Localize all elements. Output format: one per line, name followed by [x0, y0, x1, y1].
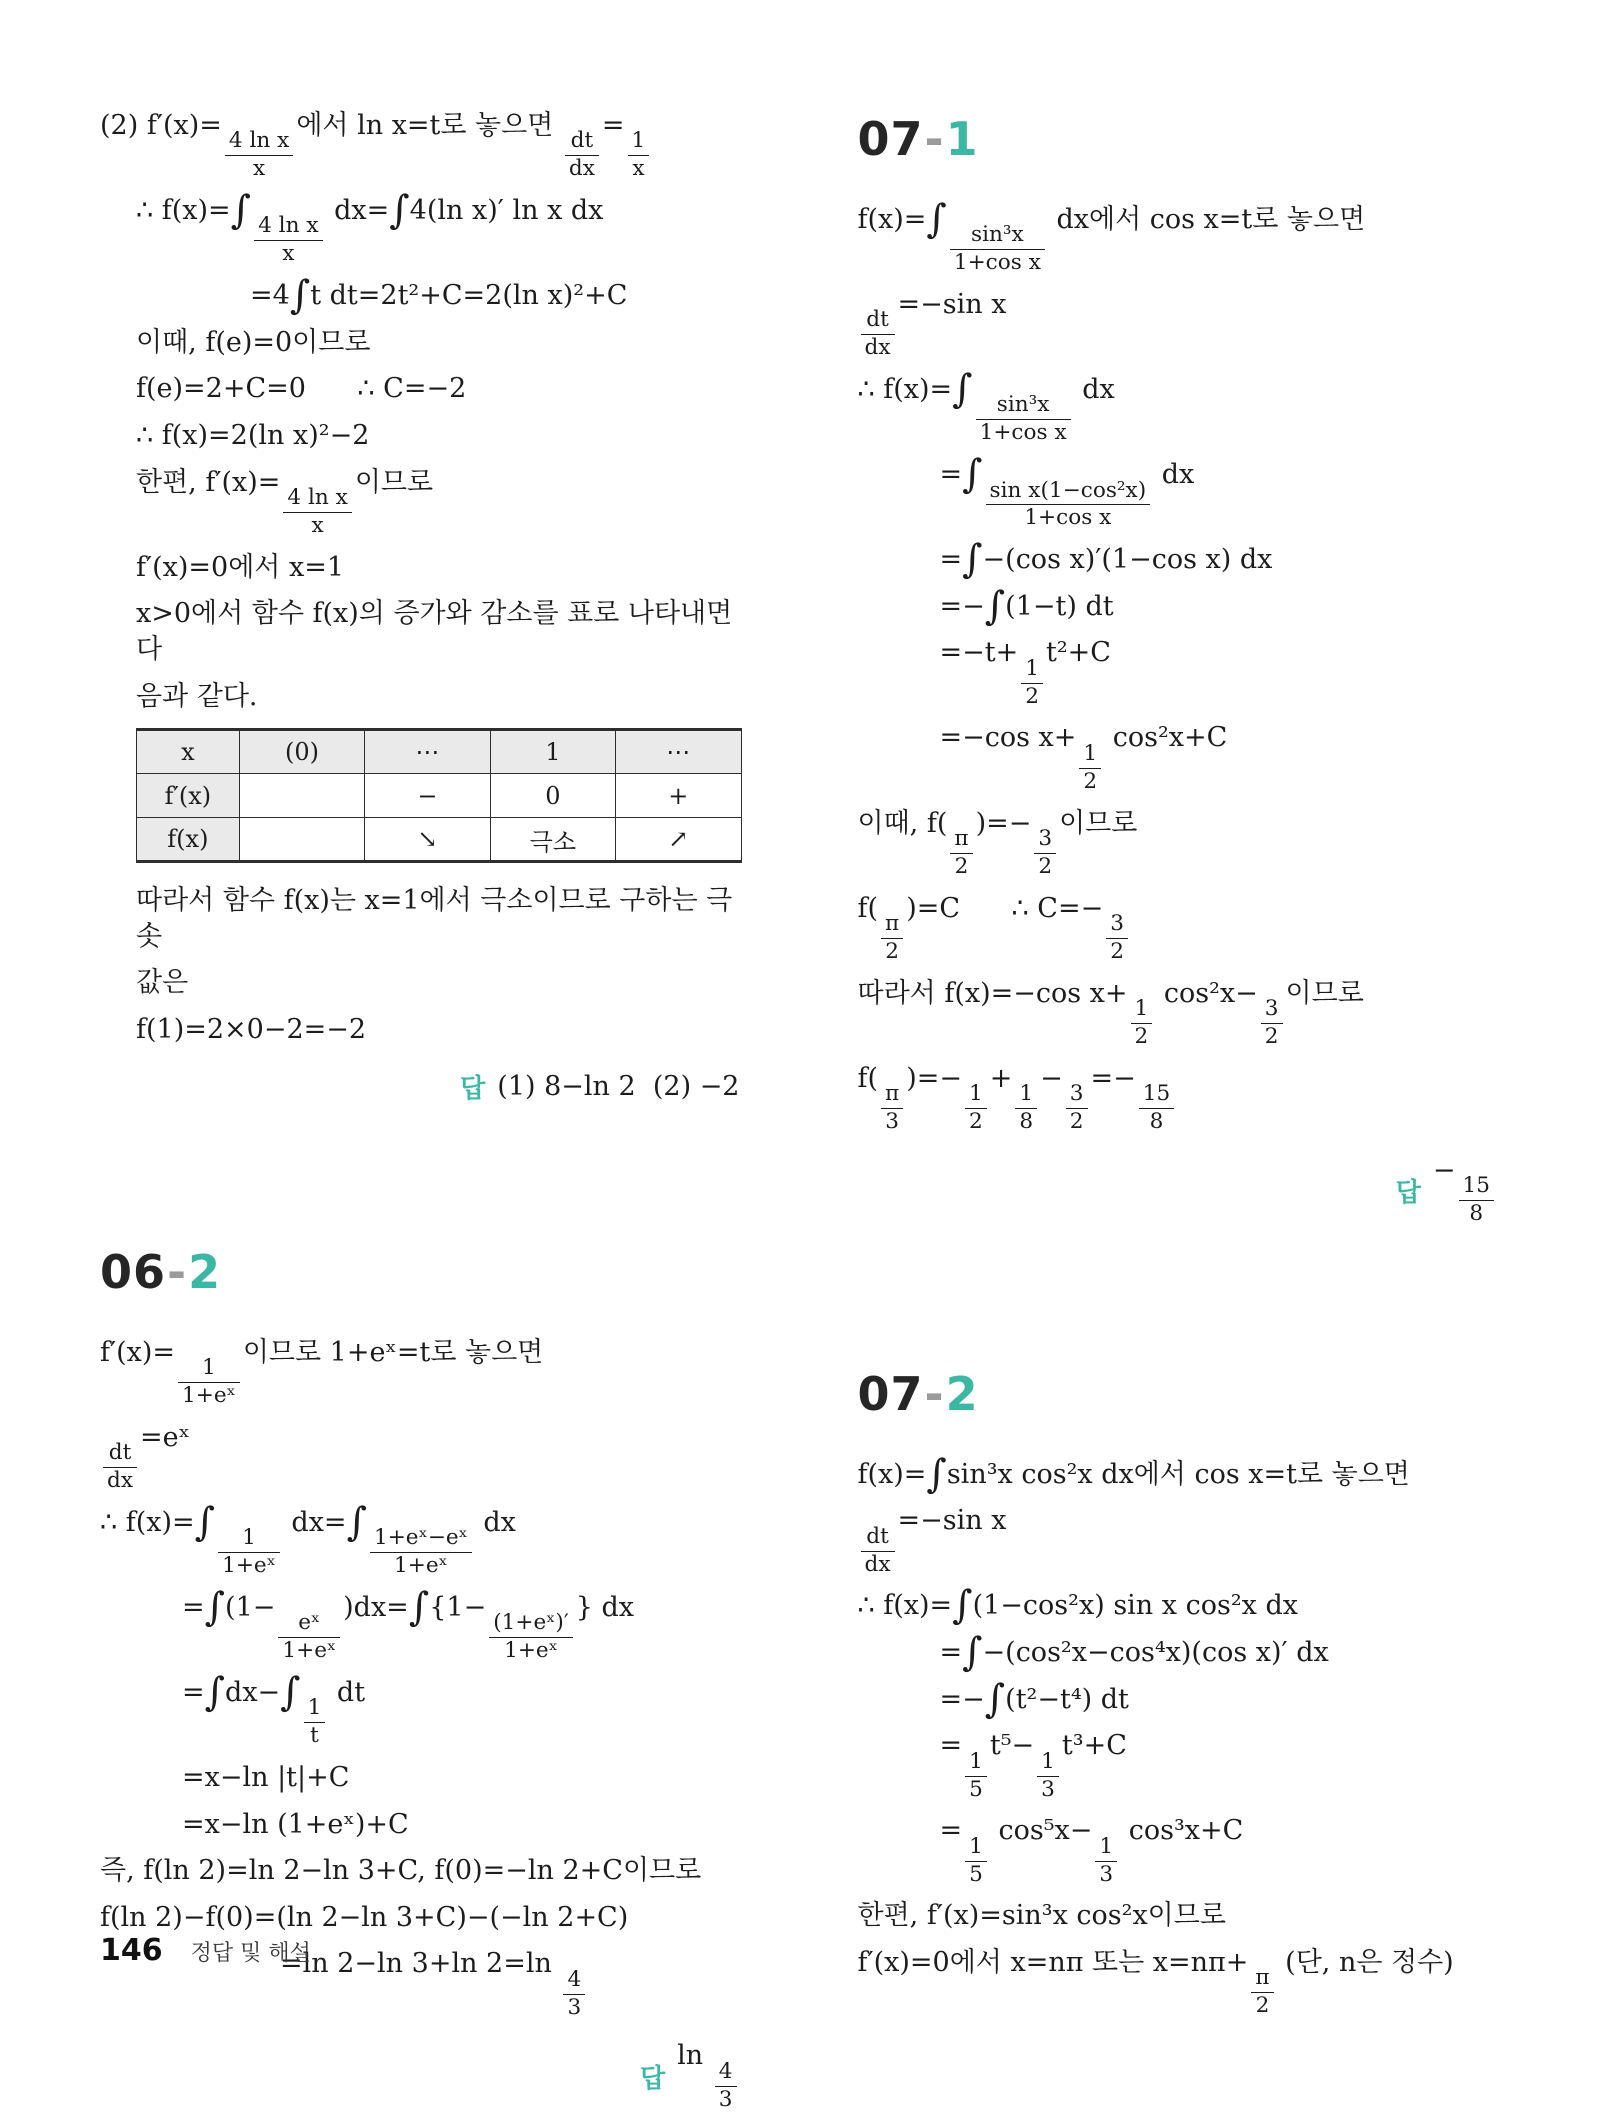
math-text: )dx=∫{1−: [343, 1584, 487, 1630]
math-text: dx: [1153, 459, 1195, 491]
table-row: [137, 730, 742, 774]
math-text: 즉, f(ln 2)=ln 2−ln 3+C, f(0)=−ln 2+C이므로: [100, 1855, 702, 1887]
math-text: =ln 2−ln 3+ln 2=ln: [280, 1948, 561, 1980]
section-subnumber: 1: [945, 112, 979, 166]
fraction: $\frac{1}{5}$: [965, 1835, 987, 1888]
section-dash: -: [167, 1244, 188, 1299]
formula-line: [100, 465, 746, 539]
integral-sign: ∫: [984, 1676, 1006, 1722]
answer-value: [497, 1071, 739, 1102]
math-text: cos³x+C: [1120, 1815, 1244, 1847]
math-text: dx에서 cos x=t로 놓으면: [1047, 204, 1366, 235]
formula-line: [858, 1898, 1504, 1934]
fraction: $\frac{4}{3}$: [563, 1968, 585, 2021]
integral-sign: ∫: [962, 452, 983, 498]
math-text: =−cos x+: [939, 722, 1077, 754]
formula-line: [100, 325, 746, 361]
math-text: x>0에서 함수 f(x)의 증가와 감소를 표로 나타내면 다: [136, 598, 741, 665]
table-row: [137, 774, 742, 818]
fraction: $\frac{1}{\text{1+eˣ}}$: [218, 1526, 280, 1579]
math-text: } dx: [575, 1591, 634, 1623]
fraction: $\frac{\text{sin³x}}{\text{1+cos x}}$: [950, 223, 1045, 276]
integral-sign: ∫: [408, 1584, 430, 1630]
fraction: $\frac{1}{x}$: [628, 129, 650, 182]
fraction: $\frac{1}{8}$: [1015, 1082, 1037, 1135]
formula-line: [100, 1335, 746, 1409]
formula-line: [100, 108, 746, 182]
section-06-2-lines: [100, 1335, 746, 2021]
formula-line: [857, 1583, 1504, 1629]
fraction: $\frac{dt}{dx}$: [861, 308, 895, 361]
math-text: =−t+: [939, 637, 1019, 669]
math-text: =: [601, 110, 625, 141]
math-text: 값은: [136, 967, 189, 999]
math-text: 따라서 f(x)=−cos x+: [857, 977, 1128, 1009]
fraction: $\frac{\text{1+eˣ−eˣ}}{\text{1+eˣ}}$: [370, 1526, 472, 1579]
table-cell: ⋯: [616, 730, 741, 774]
formula-line: [858, 1503, 1504, 1577]
fraction: $\frac{dt}{dx}$: [103, 1441, 137, 1494]
math-text: (1) 8−ln 2 (2) −2: [497, 1070, 740, 1102]
table-cell: ⋯: [365, 730, 490, 774]
math-text: =eˣ: [140, 1421, 191, 1453]
math-text: f(ln 2)−f(0)=(ln 2−ln 3+C)−(−ln 2+C): [100, 1901, 629, 1933]
math-text: =∫−(cos x)′(1−cos x) dx: [939, 537, 1273, 583]
math-text: ∴ f(x)=∫: [136, 187, 252, 233]
table-cell: f(x): [137, 818, 240, 862]
answer-label: 답: [1395, 1178, 1421, 1209]
formula-line: [858, 537, 1504, 583]
math-text: −: [1432, 1154, 1456, 1186]
section-07-2: [858, 1367, 1504, 2019]
formula-line: [858, 891, 1504, 965]
section-07-2-lines: [857, 1451, 1504, 2019]
math-text: ∴ f(x)=∫: [100, 1499, 216, 1545]
math-text: f(: [857, 1062, 879, 1094]
increase-decrease-table: [136, 728, 742, 863]
fraction: $\frac{3}{2}$: [1066, 1082, 1088, 1135]
formula-line: [858, 976, 1504, 1050]
fraction: $\frac{1}{2}$: [1021, 657, 1043, 710]
formula-line: [858, 287, 1504, 361]
formula-line: [100, 273, 746, 318]
math-text: 한편, f′(x)=: [136, 466, 281, 498]
math-text: dx=∫: [282, 1499, 367, 1545]
problem2-conclusion-lines: [100, 883, 746, 1048]
math-text: ∴ f(x)=∫: [857, 367, 973, 412]
section-dash: -: [924, 1366, 945, 1421]
math-text: =4∫t dt=2t²+C=2(ln x)²+C: [250, 273, 628, 318]
fraction: $\frac{\text{sin³x}}{\text{1+cos x}}$: [976, 393, 1071, 446]
formula-line: [100, 1499, 746, 1579]
formula-line: [858, 1945, 1504, 2019]
section-subnumber: 2: [945, 1366, 979, 1421]
problem2-lines: [100, 108, 746, 714]
math-text: cos²x−: [1155, 977, 1258, 1009]
math-text: (2) f′(x)=: [100, 110, 222, 141]
math-text: ∴ f(x)=∫(1−cos²x) sin x cos²x dx: [857, 1583, 1298, 1629]
answer-label: 답: [460, 1073, 486, 1104]
math-text: )=−: [975, 807, 1032, 839]
formula-line: [100, 1900, 746, 1936]
math-text: =−∫(t²−t⁴) dt: [939, 1676, 1129, 1722]
formula-line: [100, 1420, 746, 1494]
fraction: $\frac{dt}{dx}$: [565, 129, 599, 182]
math-text: dx: [1073, 374, 1115, 406]
fraction: $\frac{1}{5}$: [965, 1750, 987, 1803]
math-text: 이므로: [354, 466, 434, 498]
fraction: $\frac{3}{2}$: [1106, 912, 1128, 965]
math-text: f(1)=2×0−2=−2: [136, 1014, 367, 1046]
fraction: $\frac{\text{sin x(1−cos²x)}}{\text{1+cos x}}$: [986, 479, 1151, 532]
answer-row: [100, 1068, 740, 1105]
math-text: ∴ f(x)=2(ln x)²−2: [136, 419, 370, 451]
fraction: $\frac{\text{(1+eˣ)′}}{\text{1+eˣ}}$: [489, 1611, 573, 1664]
solution-block-problem-2: [100, 108, 746, 1105]
math-text: f′(x)=: [100, 1336, 176, 1368]
math-text: )=C ∴ C=−: [906, 892, 1104, 924]
math-text: 이때, f(e)=0이므로: [136, 326, 371, 358]
page-number: 146: [100, 1933, 163, 1968]
math-text: dt: [328, 1676, 366, 1708]
fraction: $\frac{dt}{dx}$: [861, 1525, 895, 1578]
formula-line: [858, 1728, 1504, 1802]
integral-sign: ∫: [289, 273, 311, 318]
integral-sign: ∫: [389, 187, 410, 233]
formula-line: [857, 1451, 1504, 1497]
answer-label: 답: [640, 2063, 666, 2094]
formula-line: [100, 371, 746, 407]
integral-sign: ∫: [952, 367, 973, 412]
math-text: =−: [1090, 1062, 1136, 1094]
math-text: =x−ln (1+eˣ)+C: [182, 1808, 409, 1840]
math-text: ln: [677, 2040, 712, 2072]
formula-line: [100, 1807, 746, 1843]
formula-line: [858, 635, 1504, 709]
section-06-2: [100, 1245, 746, 2113]
table-cell: [239, 818, 364, 862]
fraction: $\frac{1}{\text{1+eˣ}}$: [178, 1356, 240, 1409]
integral-sign: ∫: [204, 1669, 226, 1715]
formula-line: [100, 418, 746, 454]
math-text: =∫−(cos²x−cos⁴x)(cos x)′ dx: [939, 1629, 1329, 1675]
integral-sign: ∫: [962, 1629, 983, 1675]
left-column: [100, 104, 746, 2118]
fraction: $\frac{1}{3}$: [1095, 1835, 1117, 1888]
formula-line: [858, 1629, 1504, 1675]
math-text: 따라서 함수 f(x)는 x=1에서 극소이므로 구하는 극솟: [136, 885, 733, 952]
integral-sign: ∫: [346, 1499, 367, 1545]
section-heading-07-2: [858, 1367, 1504, 1421]
math-text: )=−: [906, 1062, 963, 1094]
fraction: $\frac{3}{2}$: [1261, 997, 1283, 1050]
table-cell: 0: [490, 774, 615, 818]
fraction: $\frac{\pi}{2}$: [881, 912, 903, 965]
math-text: (단, n은 정수): [1276, 1947, 1454, 1979]
formula-line: [858, 583, 1504, 629]
table-cell: (0): [239, 730, 364, 774]
math-text: =−sin x: [897, 289, 1007, 321]
table-cell: −: [365, 774, 490, 818]
fraction: $\frac{1}{3}$: [1037, 1750, 1059, 1803]
math-text: t⁵−: [989, 1730, 1035, 1762]
math-text: 이때, f(: [857, 807, 948, 839]
fraction: $\frac{1}{2}$: [965, 1082, 987, 1135]
math-text: 한편, f′(x)=sin³x cos²x이므로: [857, 1900, 1226, 1932]
fraction: $\frac{1}{2}$: [1131, 997, 1153, 1050]
fraction: $\frac{\pi}{3}$: [881, 1082, 903, 1135]
section-number: 07: [857, 112, 924, 166]
integral-sign: ∫: [962, 537, 983, 583]
integral-sign: ∫: [984, 583, 1006, 629]
math-text: 에서 ln x=t로 놓으면: [296, 110, 562, 141]
fraction: $\frac{\text{eˣ}}{\text{1+eˣ}}$: [278, 1611, 340, 1664]
formula-line: [858, 720, 1504, 794]
math-text: cos²x+C: [1104, 722, 1228, 754]
integral-sign: ∫: [204, 1584, 226, 1630]
math-text: dx: [474, 1506, 516, 1538]
formula-line: [100, 596, 746, 667]
math-text: f(x)=∫sin³x cos²x dx에서 cos x=t로 놓으면: [857, 1451, 1410, 1497]
formula-line: [857, 367, 1504, 446]
math-text: +: [989, 1062, 1013, 1094]
math-text: 이므로 1+eˣ=t로 놓으면: [242, 1336, 544, 1368]
section-07-1: [858, 112, 1504, 1227]
answer-row: [100, 2040, 740, 2112]
formula-line: [100, 1853, 746, 1889]
table-cell: +: [616, 774, 741, 818]
table-cell: ↘: [365, 818, 490, 862]
section-number: 06: [100, 1244, 167, 1299]
table-cell: 극소: [490, 818, 615, 862]
math-text: 이므로: [1059, 807, 1138, 839]
fraction: $\frac{\text{4 ln x}}{x}$: [225, 129, 293, 182]
math-text: =x−ln |t|+C: [182, 1761, 350, 1793]
formula-line: [100, 1760, 746, 1796]
integral-sign: ∫: [926, 196, 947, 242]
math-text: t²+C: [1045, 637, 1111, 669]
math-text: −: [1040, 1062, 1063, 1094]
formula-line: [858, 1813, 1504, 1887]
math-text: f(x)=∫: [857, 196, 947, 242]
page-footer: [100, 1933, 311, 1968]
math-text: f′(x)=0에서 x=nπ 또는 x=nπ+: [857, 1947, 1249, 1979]
section-heading-07-1: [858, 112, 1504, 166]
section-subnumber: 2: [188, 1244, 222, 1299]
fraction: $\frac{\text{4 ln x}}{x}$: [254, 214, 322, 267]
fraction: $\frac{\pi}{2}$: [950, 827, 972, 880]
math-text: =−sin x: [897, 1505, 1007, 1537]
math-text: f(e)=2+C=0 ∴ C=−2: [136, 373, 467, 405]
math-text: =: [939, 1730, 963, 1762]
math-text: =−∫(1−t) dt: [939, 583, 1114, 629]
math-text: 음과 같다.: [136, 680, 258, 712]
formula-line: [100, 1012, 746, 1048]
formula-line: [100, 965, 746, 1001]
integral-sign: ∫: [194, 1499, 216, 1545]
formula-line: [858, 806, 1504, 880]
formula-line: [857, 196, 1504, 276]
table-cell: [239, 774, 364, 818]
fraction: $\frac{15}{8}$: [1459, 1174, 1494, 1227]
table-cell: ↗: [616, 818, 741, 862]
math-text: t³+C: [1061, 1730, 1127, 1762]
formula-line: [858, 1061, 1504, 1135]
fraction: $\frac{15}{8}$: [1139, 1082, 1174, 1135]
math-text: 이므로: [1285, 977, 1364, 1009]
formula-line: [100, 883, 746, 954]
formula-line: [858, 1676, 1504, 1722]
math-text: dx=∫4(ln x)′ ln x dx: [325, 187, 604, 233]
formula-line: [100, 1669, 746, 1749]
integral-sign: ∫: [280, 1669, 301, 1715]
answer-value: [1433, 1155, 1497, 1227]
fraction: $\frac{1}{t}$: [304, 1696, 326, 1749]
math-text: =∫dx−∫: [182, 1669, 301, 1715]
integral-sign: ∫: [952, 1583, 973, 1629]
fraction: $\frac{4}{3}$: [715, 2060, 737, 2113]
section-dash: -: [924, 112, 945, 166]
formula-line: [100, 1584, 746, 1664]
fraction: $\frac{3}{2}$: [1034, 827, 1056, 880]
math-text: f(: [857, 892, 879, 924]
section-number: 07: [857, 1366, 924, 1421]
formula-line: [100, 550, 746, 586]
table-row: [137, 818, 742, 862]
integral-sign: ∫: [230, 187, 252, 233]
table-cell: f′(x): [137, 774, 240, 818]
table-cell: 1: [490, 730, 615, 774]
section-07-1-lines: [857, 196, 1504, 1135]
section-heading-06-2: [100, 1245, 746, 1299]
formula-line: [100, 679, 746, 715]
integral-sign: ∫: [926, 1451, 947, 1497]
answer-row: [858, 1155, 1498, 1227]
math-text: =∫(1−: [182, 1584, 276, 1630]
formula-line: [100, 187, 746, 267]
math-text: f′(x)=0에서 x=1: [136, 551, 344, 583]
math-text: cos⁵x−: [989, 1815, 1093, 1847]
fraction: $\frac{\pi}{2}$: [1251, 1966, 1273, 2019]
footer-label: 정답 및 해설: [190, 1941, 311, 1966]
table-cell: x: [137, 730, 240, 774]
formula-line: [858, 452, 1504, 531]
answer-value: [677, 2040, 739, 2112]
fraction: $\frac{\text{4 ln x}}{x}$: [283, 486, 351, 539]
math-text: =∫: [939, 452, 983, 498]
fraction: $\frac{1}{2}$: [1079, 742, 1101, 795]
right-column: [858, 104, 1504, 2118]
math-text: =: [939, 1815, 963, 1847]
